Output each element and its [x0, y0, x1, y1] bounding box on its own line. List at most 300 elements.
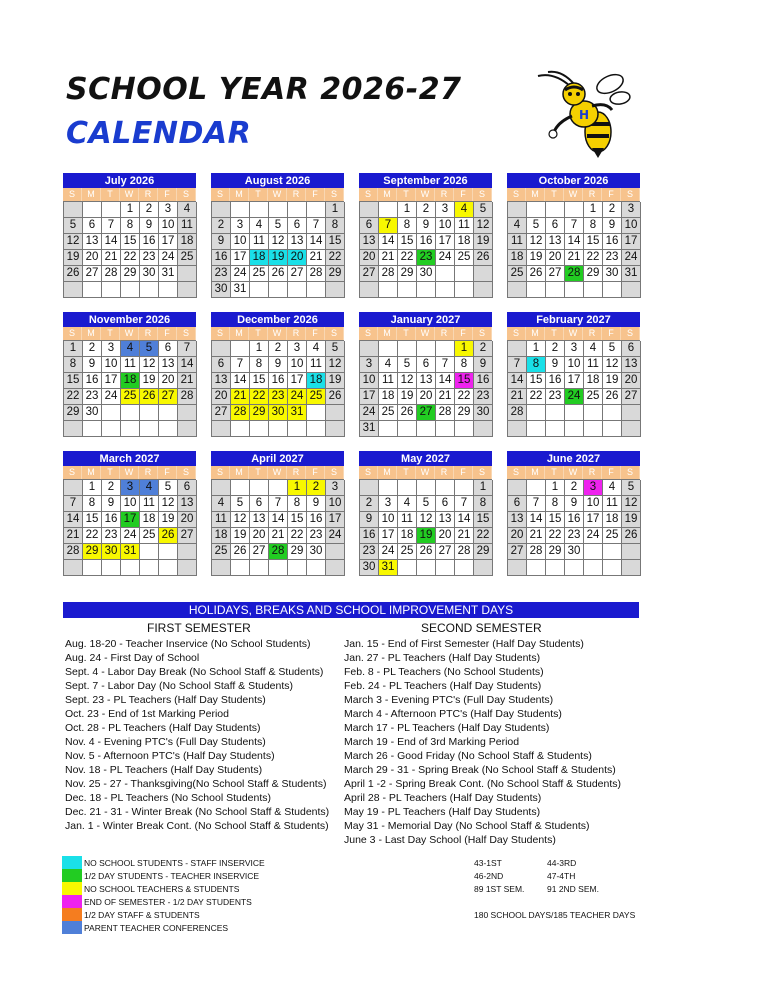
day-cell: 27: [417, 405, 436, 421]
weekday-label: M: [378, 327, 397, 340]
day-cell: 13: [546, 234, 565, 250]
day-cell: 16: [212, 250, 231, 266]
day-cell: [326, 544, 345, 560]
day-cell: 18: [455, 234, 474, 250]
day-cell: 19: [474, 234, 493, 250]
day-cell: [436, 560, 455, 576]
day-cell: [508, 560, 527, 576]
day-cell: 25: [212, 544, 231, 560]
day-cell: 27: [622, 389, 641, 405]
day-cell: 1: [584, 202, 603, 218]
weekday-label: T: [545, 188, 564, 201]
day-cell: [178, 560, 197, 576]
day-cell: 10: [622, 218, 641, 234]
weekday-label: T: [545, 327, 564, 340]
day-cell: 26: [326, 389, 345, 405]
month-title: August 2026: [211, 173, 344, 188]
day-cell: 27: [288, 266, 307, 282]
weekday-label: T: [397, 188, 416, 201]
day-cell: 2: [83, 341, 102, 357]
weekday-label: S: [177, 466, 196, 479]
day-cell: 12: [603, 357, 622, 373]
day-cell: [140, 560, 159, 576]
weekday-label: T: [249, 188, 268, 201]
day-cell: 6: [178, 480, 197, 496]
day-cell: 14: [102, 234, 121, 250]
day-cell: [455, 266, 474, 282]
day-cell: 11: [178, 218, 197, 234]
day-cell: 28: [565, 266, 584, 282]
day-cell: [398, 560, 417, 576]
month-calendar: [359, 312, 492, 437]
day-cell: 8: [288, 496, 307, 512]
day-cell: 14: [527, 512, 546, 528]
day-cell: 17: [584, 512, 603, 528]
day-cell: 31: [231, 282, 250, 298]
month-calendar: [63, 312, 196, 437]
day-cell: [64, 421, 83, 437]
day-cell: 6: [83, 218, 102, 234]
day-cell: 17: [360, 389, 379, 405]
day-cell: 4: [584, 341, 603, 357]
day-cell: 13: [212, 373, 231, 389]
day-cell: 11: [584, 357, 603, 373]
day-cell: 10: [326, 496, 345, 512]
day-cell: 14: [436, 373, 455, 389]
day-cell: 5: [603, 341, 622, 357]
weekday-label: M: [526, 327, 545, 340]
legend-swatch: [62, 856, 82, 869]
day-cell: 16: [269, 373, 288, 389]
day-cell: [307, 560, 326, 576]
day-cell: [527, 560, 546, 576]
day-cell: 2: [546, 341, 565, 357]
day-cell: 8: [546, 496, 565, 512]
weekday-label: F: [158, 327, 177, 340]
day-cell: 11: [508, 234, 527, 250]
page-title: SCHOOL YEAR 2026-27: [66, 72, 462, 107]
weekday-label: F: [306, 188, 325, 201]
weekday-label: S: [325, 466, 344, 479]
month-title: April 2027: [211, 451, 344, 466]
weekday-header: [211, 466, 344, 479]
day-cell: 22: [584, 250, 603, 266]
weekday-label: R: [583, 327, 602, 340]
day-cell: 13: [417, 373, 436, 389]
legend-label: END OF SEMESTER - 1/2 DAY STUDENTS: [84, 896, 252, 907]
legend-item: [62, 869, 265, 882]
svg-text:H: H: [578, 108, 590, 122]
day-cell: 12: [474, 218, 493, 234]
day-grid: [63, 201, 196, 298]
day-cell: 3: [565, 341, 584, 357]
day-cell: [603, 405, 622, 421]
day-cell: 21: [436, 389, 455, 405]
day-cell: [546, 282, 565, 298]
day-cell: 19: [417, 528, 436, 544]
day-cell: 21: [565, 250, 584, 266]
day-grid: [359, 340, 492, 437]
weekday-label: S: [621, 188, 640, 201]
month-title: October 2026: [507, 173, 640, 188]
day-cell: 24: [565, 389, 584, 405]
day-cell: 3: [436, 202, 455, 218]
day-cell: 25: [178, 250, 197, 266]
day-cell: 13: [508, 512, 527, 528]
day-cell: 16: [417, 234, 436, 250]
day-cell: [326, 421, 345, 437]
day-cell: 30: [474, 405, 493, 421]
day-cell: 14: [178, 357, 197, 373]
day-cell: 6: [508, 496, 527, 512]
day-cell: 1: [527, 341, 546, 357]
day-cell: 20: [288, 250, 307, 266]
day-cell: 20: [83, 250, 102, 266]
month-calendar: [507, 173, 640, 298]
day-cell: 1: [326, 202, 345, 218]
day-cell: 22: [121, 250, 140, 266]
day-cell: 18: [508, 250, 527, 266]
day-cell: 21: [379, 250, 398, 266]
legend-item: [62, 895, 265, 908]
day-cell: 5: [326, 341, 345, 357]
weekday-label: W: [564, 327, 583, 340]
weekday-label: S: [63, 327, 82, 340]
weekday-label: R: [139, 188, 158, 201]
day-cell: 18: [121, 373, 140, 389]
day-cell: 1: [64, 341, 83, 357]
day-cell: 19: [326, 373, 345, 389]
day-cell: 6: [622, 341, 641, 357]
day-cell: 11: [455, 218, 474, 234]
day-cell: 12: [269, 234, 288, 250]
day-cell: [379, 341, 398, 357]
day-cell: [398, 341, 417, 357]
day-cell: 15: [455, 373, 474, 389]
day-cell: 10: [565, 357, 584, 373]
day-cell: 5: [474, 202, 493, 218]
weekday-label: F: [454, 188, 473, 201]
day-cell: 16: [474, 373, 493, 389]
weekday-header: [63, 327, 196, 340]
day-grid: [211, 201, 344, 298]
day-cell: 24: [121, 528, 140, 544]
day-cell: [231, 341, 250, 357]
holiday-item: April 28 - PL Teachers (Half Day Students): [344, 792, 542, 804]
day-cell: 20: [178, 512, 197, 528]
day-cell: 7: [64, 496, 83, 512]
day-cell: 3: [121, 480, 140, 496]
day-cell: [508, 202, 527, 218]
day-cell: 19: [231, 528, 250, 544]
day-cell: [436, 480, 455, 496]
day-cell: 31: [121, 544, 140, 560]
day-cell: 27: [212, 405, 231, 421]
day-cell: [102, 421, 121, 437]
day-cell: 5: [269, 218, 288, 234]
day-cell: [603, 544, 622, 560]
day-cell: 30: [307, 544, 326, 560]
day-cell: 24: [231, 266, 250, 282]
legend-label: 1/2 DAY STAFF & STUDENTS: [84, 909, 200, 920]
day-cell: 29: [121, 266, 140, 282]
day-cell: 11: [307, 357, 326, 373]
day-cell: 20: [212, 389, 231, 405]
weekday-label: R: [287, 466, 306, 479]
day-cell: 3: [622, 202, 641, 218]
weekday-label: W: [416, 466, 435, 479]
day-cell: 24: [288, 389, 307, 405]
day-cell: 12: [140, 357, 159, 373]
day-cell: [231, 421, 250, 437]
weekday-label: F: [602, 466, 621, 479]
day-cell: 30: [102, 544, 121, 560]
holiday-item: Jan. 1 - Winter Break Cont. (No School Staff & Students): [65, 820, 329, 832]
weekday-label: S: [359, 466, 378, 479]
legend-item: [62, 882, 265, 895]
day-cell: [250, 560, 269, 576]
legend-label: PARENT TEACHER CONFERENCES: [84, 922, 229, 933]
day-cell: 1: [83, 480, 102, 496]
day-count-summary: [474, 857, 635, 922]
day-cell: [212, 421, 231, 437]
day-cell: 21: [527, 528, 546, 544]
day-cell: 23: [474, 389, 493, 405]
day-cell: [102, 560, 121, 576]
day-cell: 19: [622, 512, 641, 528]
day-cell: 16: [565, 512, 584, 528]
day-cell: [64, 480, 83, 496]
day-cell: 9: [546, 357, 565, 373]
day-cell: 20: [159, 373, 178, 389]
day-cell: [212, 341, 231, 357]
day-cell: 4: [508, 218, 527, 234]
day-cell: [231, 202, 250, 218]
month-title: December 2026: [211, 312, 344, 327]
month-calendar: [211, 312, 344, 437]
day-cell: [527, 202, 546, 218]
day-cell: [326, 405, 345, 421]
day-cell: 8: [326, 218, 345, 234]
month-title: March 2027: [63, 451, 196, 466]
weekday-header: [507, 188, 640, 201]
day-cell: 9: [269, 357, 288, 373]
day-cell: 8: [455, 357, 474, 373]
weekday-label: T: [545, 466, 564, 479]
day-cell: 18: [212, 528, 231, 544]
day-cell: [417, 421, 436, 437]
day-cell: 17: [102, 373, 121, 389]
weekday-label: W: [120, 327, 139, 340]
weekday-label: M: [230, 327, 249, 340]
day-cell: 12: [417, 512, 436, 528]
legend-swatch: [62, 895, 82, 908]
day-cell: 22: [250, 389, 269, 405]
weekday-label: W: [268, 327, 287, 340]
weekday-label: M: [526, 466, 545, 479]
day-cell: 22: [326, 250, 345, 266]
weekday-label: S: [507, 327, 526, 340]
holiday-item: Sept. 23 - PL Teachers (Half Day Students): [65, 694, 266, 706]
day-cell: [140, 421, 159, 437]
holiday-item: March 3 - Evening PTC's (Full Day Students): [344, 694, 554, 706]
day-cell: 12: [64, 234, 83, 250]
day-cell: 1: [250, 341, 269, 357]
day-cell: 29: [64, 405, 83, 421]
day-cell: [250, 480, 269, 496]
day-cell: 12: [622, 496, 641, 512]
day-cell: [474, 282, 493, 298]
month-calendar: [507, 451, 640, 576]
day-cell: 2: [474, 341, 493, 357]
day-cell: 21: [102, 250, 121, 266]
day-cell: 17: [326, 512, 345, 528]
day-cell: 15: [250, 373, 269, 389]
weekday-label: W: [416, 327, 435, 340]
weekday-label: W: [564, 188, 583, 201]
page-subtitle: CALENDAR: [66, 116, 252, 151]
legend-swatch: [62, 869, 82, 882]
day-cell: 23: [83, 389, 102, 405]
day-cell: 6: [212, 357, 231, 373]
day-cell: [121, 421, 140, 437]
day-cell: [250, 202, 269, 218]
day-cell: [159, 560, 178, 576]
day-cell: [508, 480, 527, 496]
stat-q2: 46-2ND: [474, 871, 504, 881]
day-cell: 24: [436, 250, 455, 266]
day-cell: [508, 341, 527, 357]
day-cell: 7: [379, 218, 398, 234]
day-cell: 27: [546, 266, 565, 282]
weekday-label: R: [435, 188, 454, 201]
day-cell: 22: [474, 528, 493, 544]
day-cell: 30: [417, 266, 436, 282]
weekday-label: S: [621, 466, 640, 479]
day-cell: 26: [622, 528, 641, 544]
day-cell: 12: [326, 357, 345, 373]
weekday-label: W: [416, 188, 435, 201]
day-cell: 6: [546, 218, 565, 234]
day-cell: 7: [307, 218, 326, 234]
day-cell: 31: [379, 560, 398, 576]
weekday-label: T: [101, 327, 120, 340]
holiday-item: Sept. 4 - Labor Day Break (No School Staff & Students): [65, 666, 324, 678]
weekday-label: T: [397, 466, 416, 479]
month-calendar: [359, 173, 492, 298]
day-cell: [288, 560, 307, 576]
day-cell: 17: [121, 512, 140, 528]
day-cell: 31: [622, 266, 641, 282]
day-cell: 18: [307, 373, 326, 389]
day-cell: [474, 266, 493, 282]
day-cell: 14: [379, 234, 398, 250]
day-cell: [360, 282, 379, 298]
day-cell: [527, 282, 546, 298]
day-cell: [212, 560, 231, 576]
holiday-item: Aug. 24 - First Day of School: [65, 652, 200, 664]
second-semester-list: [344, 637, 621, 847]
day-cell: [436, 341, 455, 357]
day-cell: 20: [508, 528, 527, 544]
day-cell: 18: [584, 373, 603, 389]
weekday-label: T: [249, 466, 268, 479]
weekday-label: T: [397, 327, 416, 340]
weekday-label: S: [177, 327, 196, 340]
day-cell: 16: [307, 512, 326, 528]
day-cell: 3: [584, 480, 603, 496]
weekday-label: F: [306, 327, 325, 340]
day-cell: 28: [102, 266, 121, 282]
day-cell: 29: [288, 544, 307, 560]
day-cell: 26: [231, 544, 250, 560]
day-cell: 14: [455, 512, 474, 528]
day-cell: 29: [455, 405, 474, 421]
day-cell: 17: [379, 528, 398, 544]
day-cell: 7: [455, 496, 474, 512]
weekday-label: F: [602, 188, 621, 201]
day-cell: [212, 202, 231, 218]
day-cell: [360, 202, 379, 218]
weekday-label: S: [325, 188, 344, 201]
day-cell: [307, 405, 326, 421]
day-cell: 7: [178, 341, 197, 357]
day-cell: 1: [288, 480, 307, 496]
weekday-label: F: [454, 466, 473, 479]
day-cell: 2: [140, 202, 159, 218]
day-cell: [360, 480, 379, 496]
day-grid: [63, 479, 196, 576]
first-semester-list: [65, 637, 329, 833]
day-cell: 5: [231, 496, 250, 512]
day-cell: 24: [379, 544, 398, 560]
weekday-label: M: [230, 188, 249, 201]
day-cell: 23: [603, 250, 622, 266]
day-cell: [288, 421, 307, 437]
day-cell: [417, 560, 436, 576]
day-cell: 9: [212, 234, 231, 250]
day-cell: 1: [121, 202, 140, 218]
day-cell: 6: [250, 496, 269, 512]
weekday-label: S: [359, 188, 378, 201]
day-cell: 25: [603, 528, 622, 544]
month-calendar: [211, 451, 344, 576]
stat-q3: 44-3RD: [547, 858, 577, 868]
day-cell: 22: [288, 528, 307, 544]
day-cell: 20: [622, 373, 641, 389]
day-cell: 12: [159, 496, 178, 512]
day-cell: [121, 560, 140, 576]
day-cell: 7: [436, 357, 455, 373]
day-cell: 19: [398, 389, 417, 405]
day-cell: 9: [417, 218, 436, 234]
holiday-item: March 26 - Good Friday (No School Staff & Students): [344, 750, 592, 762]
day-cell: 25: [140, 528, 159, 544]
holiday-item: Jan. 15 - End of First Semester (Half Day Students): [344, 638, 584, 650]
day-cell: 11: [121, 357, 140, 373]
day-cell: 14: [565, 234, 584, 250]
day-cell: 17: [436, 234, 455, 250]
day-cell: [83, 202, 102, 218]
day-cell: [178, 282, 197, 298]
day-cell: 3: [360, 357, 379, 373]
day-cell: [398, 282, 417, 298]
weekday-label: M: [230, 466, 249, 479]
day-cell: 8: [398, 218, 417, 234]
day-cell: 14: [307, 234, 326, 250]
day-cell: [508, 282, 527, 298]
day-cell: 22: [398, 250, 417, 266]
